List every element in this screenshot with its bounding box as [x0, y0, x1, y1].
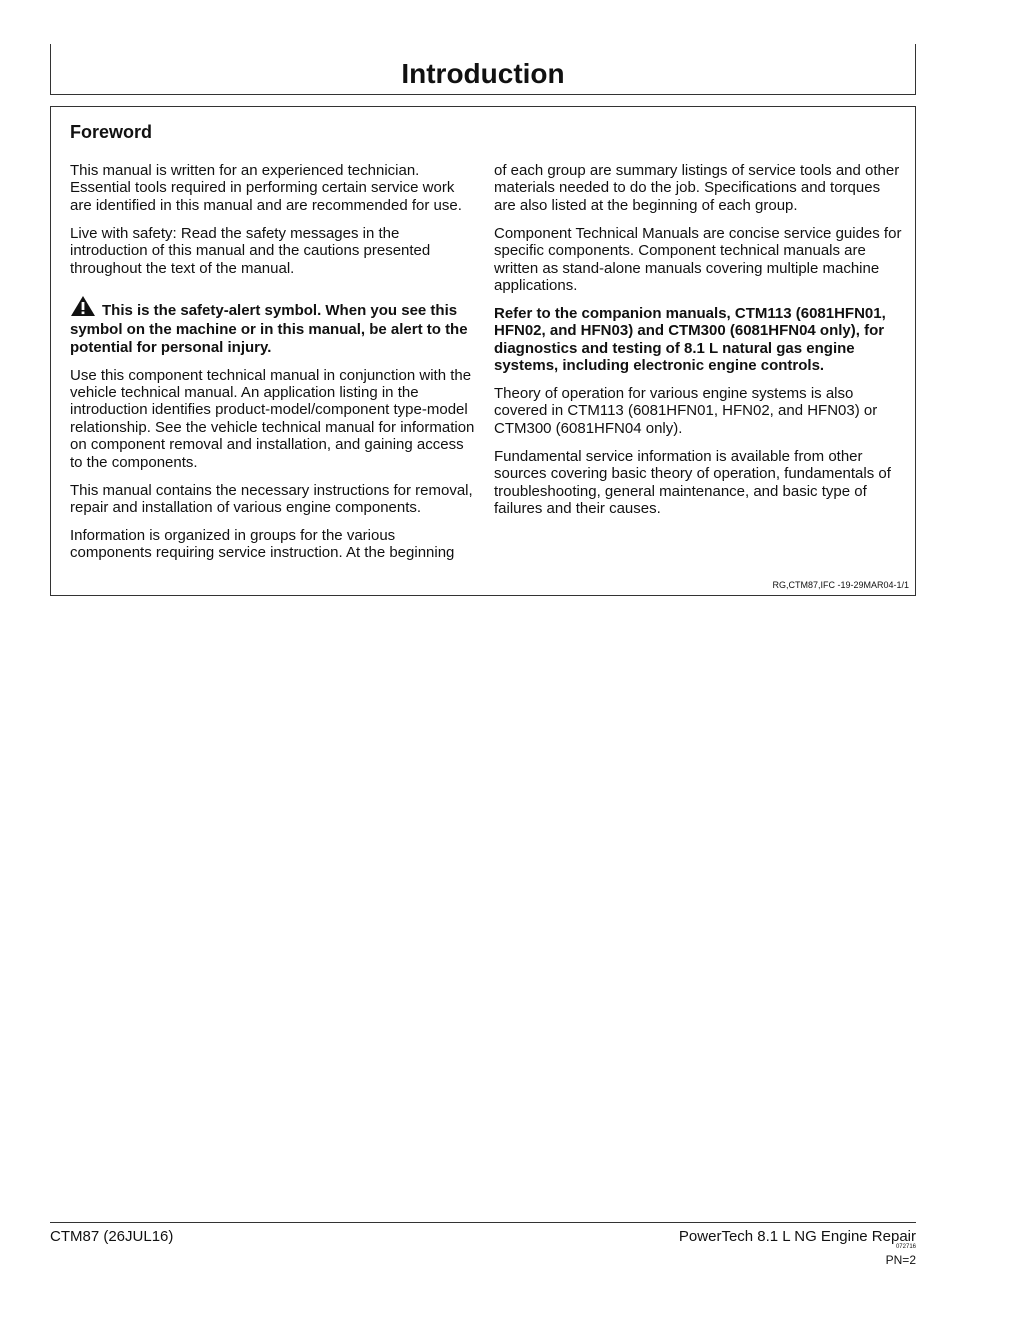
paragraph: Live with safety: Read the safety messages in the introduction of this manual and the cautions presented throughout the text of the manual.: [70, 224, 431, 277]
paragraph: Information is organized in groups for the various components requiring service instruction. At the beginning: [70, 526, 455, 562]
paragraph: This manual is written for an experienced technician. Essential tools required in performing certain service work are identified in this manual and are recommended for use.: [70, 162, 462, 214]
footer-page-number: PN=2: [885, 1253, 916, 1267]
footer-date-code: 072716: [895, 1244, 916, 1250]
safety-alert-paragraph: [70, 295, 480, 356]
paragraph: Theory of operation for various engine systems is also covered in CTM113 (6081HFN01, HFN02, and HFN03) or CTM300 (6081HFN04 only).: [494, 384, 878, 437]
page-title: Introduction: [401, 58, 565, 89]
left-column: [70, 162, 480, 572]
section-heading: Foreword: [70, 122, 153, 142]
paragraph: Use this component technical manual in conjunction with the vehicle technical manual. An application listing in the introduction identifies product-model/component type-model relationship. See the vehicle technical manual for information on component removal and installation, and gaining access to the components.: [70, 366, 475, 471]
paragraph: of each group are summary listings of service tools and other materials needed to do the job. Specifications and torques are also listed at the beginning of each group.: [494, 162, 900, 214]
paragraph: Component Technical Manuals are concise service guides for specific components. Component technical manuals are written as stand-alone manuals covering multiple machine applications.: [494, 224, 902, 294]
paragraph: This manual contains the necessary instructions for removal, repair and installation of various engine components.: [70, 481, 473, 516]
footer-manual-title: PowerTech 8.1 L NG Engine Repair: [678, 1228, 916, 1245]
page-header: [50, 44, 916, 95]
right-column: [494, 162, 904, 528]
footer-divider: [50, 1222, 916, 1223]
paragraph: Fundamental service information is available from other sources covering basic theory of operation, fundamentals of troubleshooting, general maintenance, and basic type of failures and their causes.: [494, 447, 891, 517]
foreword-section: [50, 106, 916, 596]
warning-triangle-icon: [70, 295, 96, 321]
companion-manuals-paragraph: Refer to the companion manuals, CTM113 (6081HFN01, HFN02, and HFN03) and CTM300 (6081HFN04 only), for diagnostics and testing of 8.1 L natural gas engine systems, including electronic engine controls.: [494, 304, 886, 375]
reference-code: RG,CTM87,IFC -19-29MAR04-1/1: [772, 580, 909, 590]
safety-alert-text: This is the safety-alert symbol. When you see this symbol on the machine or in this manual, be alert to the potential for personal injury.: [70, 301, 468, 356]
footer-manual-id: CTM87 (26JUL16): [50, 1228, 174, 1245]
